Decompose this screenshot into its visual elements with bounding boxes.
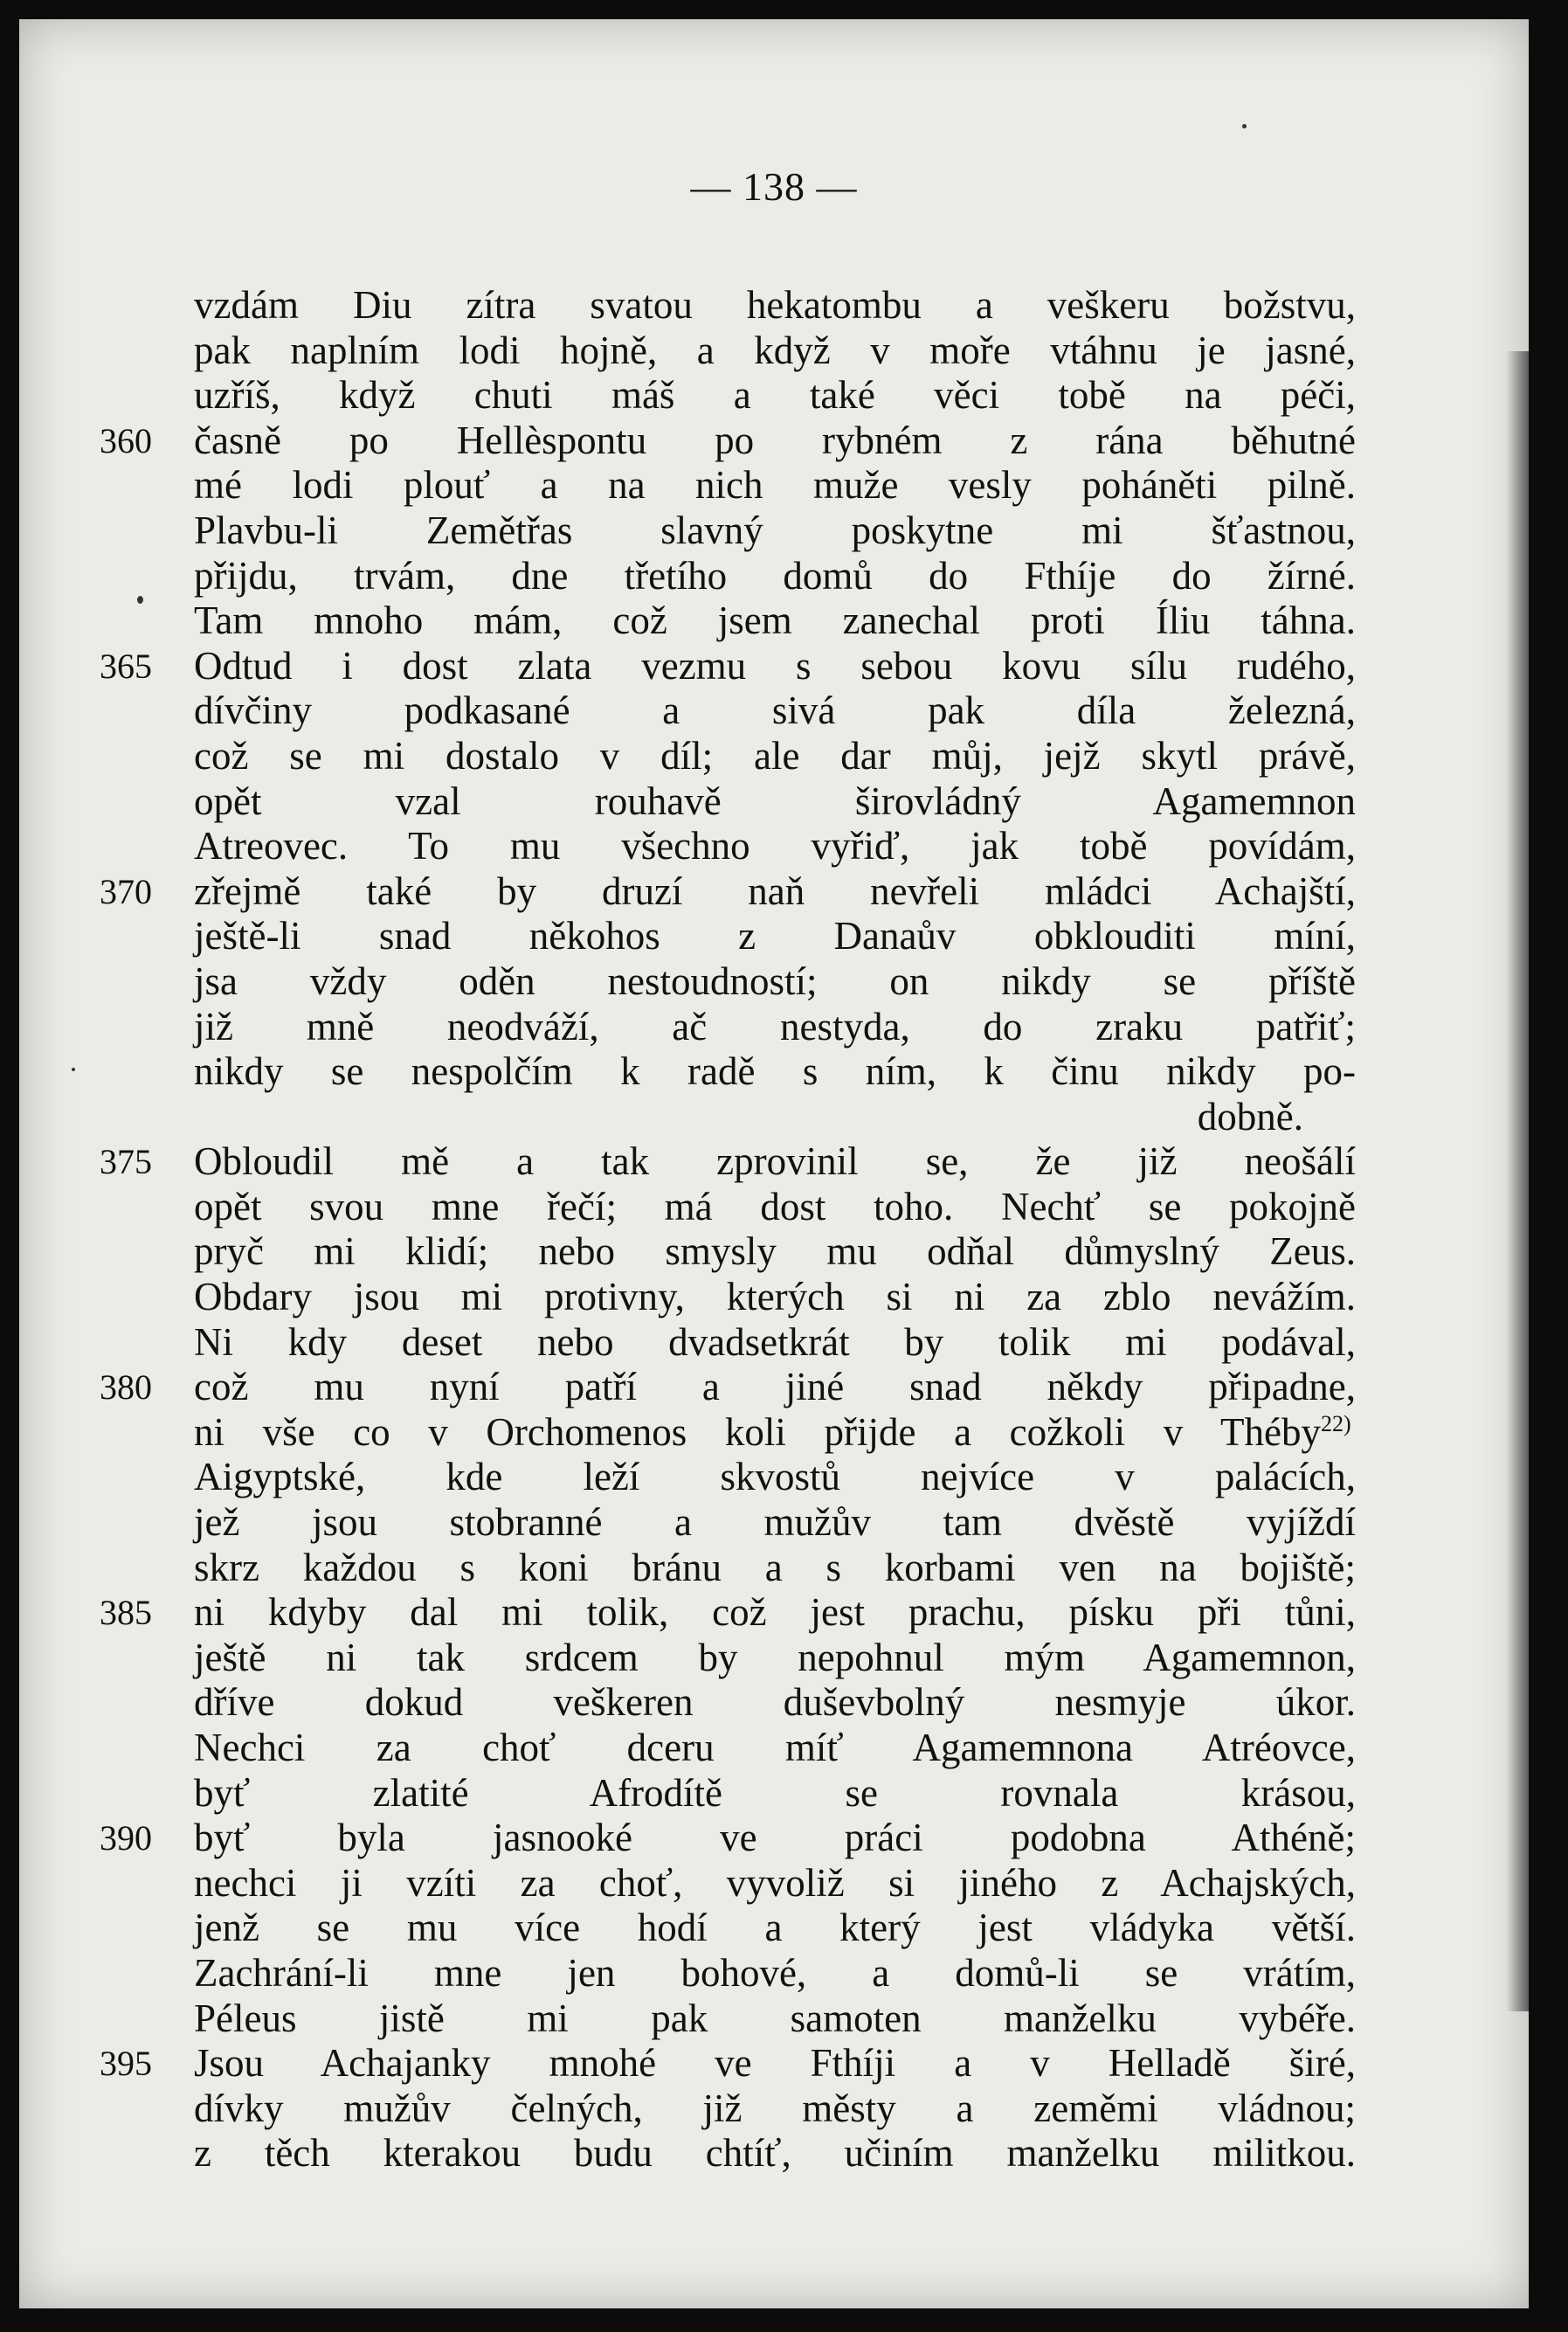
verse-line bbox=[100, 643, 1356, 689]
verse-line bbox=[100, 1365, 1356, 1410]
verse-line bbox=[194, 373, 1356, 419]
verse-text: nechci ji vzíti za choť, vyvoliž si jiného z Achajských, bbox=[194, 1860, 1356, 1905]
footnote-marker: 22) bbox=[1321, 1410, 1351, 1436]
verse-text: pak naplním lodi hojně, a když v moře vtáhnu je jasné, bbox=[194, 328, 1356, 372]
verse-line bbox=[194, 1455, 1356, 1500]
verse-text: ni vše co v Orchomenos koli přijde a cožkoli v Théby bbox=[194, 1409, 1321, 1454]
page-number: — 138 — bbox=[690, 164, 858, 209]
verse-text: byť zlatité Afrodítě se rovnala krásou, bbox=[194, 1770, 1356, 1815]
verse-line bbox=[194, 1320, 1356, 1366]
verse-text: Tam mnoho mám, což jsem zanechal proti Íliu táhna. bbox=[194, 599, 1356, 643]
verse-block bbox=[100, 283, 1356, 2176]
verse-line bbox=[194, 463, 1356, 509]
verse-text: ještě-li snad někohos z Danaův obklouditi míní, bbox=[194, 914, 1356, 958]
verse-text: mé lodi plouť a na nich muže vesly poháněti pilně. bbox=[194, 463, 1356, 508]
verse-number: 370 bbox=[100, 871, 152, 911]
verse-number: 390 bbox=[100, 1818, 152, 1858]
verse-text: již mně neodváží, ač nestyda, do zraku patřiť; bbox=[194, 1004, 1356, 1048]
verse-text: dříve dokud veškeren duševbolný nesmyje úkor. bbox=[194, 1680, 1356, 1725]
verse-text: ještě ni tak srdcem by nepohnul mým Agamemnon, bbox=[194, 1635, 1356, 1679]
verse-line bbox=[194, 1185, 1356, 1230]
verse-line bbox=[100, 1816, 1356, 1861]
verse-line bbox=[194, 824, 1356, 869]
verse-text: Obloudil mě a tak zprovinil se, že již neošálí bbox=[194, 1139, 1356, 1184]
print-speck bbox=[137, 596, 143, 604]
verse-line bbox=[194, 1906, 1356, 1951]
verse-line bbox=[194, 509, 1356, 554]
print-speck bbox=[72, 1068, 75, 1071]
verse-line bbox=[194, 1636, 1356, 1681]
verse-line bbox=[194, 2131, 1356, 2176]
verse-text: uzříš, když chuti máš a také věci tobě na péči, bbox=[194, 373, 1356, 418]
verse-text: zřejmě také by druzí naň nevřeli mládci Achajští, bbox=[194, 868, 1356, 913]
book-page bbox=[19, 19, 1529, 2308]
verse-text: Ni kdy deset nebo dvadsetkrát by tolik mi podával, bbox=[194, 1319, 1356, 1364]
verse-number: 365 bbox=[100, 646, 152, 686]
verse-line bbox=[194, 1680, 1356, 1726]
verse-text: což se mi dostalo v díl; ale dar můj, jejž skytl právě, bbox=[194, 733, 1356, 778]
verse-text: Atreovec. To mu všechno vyřiď, jak tobě povídám, bbox=[194, 824, 1356, 868]
verse-line bbox=[194, 1500, 1356, 1546]
verse-text: Péleus jistě mi pak samoten manželku vybéře. bbox=[194, 1996, 1356, 2040]
verse-text: nikdy se nespolčím k radě s ním, k činu nikdy po- bbox=[194, 1049, 1356, 1094]
verse-line bbox=[194, 329, 1356, 374]
verse-text: opět vzal rouhavě širovládný Agamemnon bbox=[194, 778, 1356, 823]
verse-number: 380 bbox=[100, 1367, 152, 1408]
verse-text: pryč mi klidí; nebo smysly mu odňal důmyslný Zeus. bbox=[194, 1229, 1356, 1274]
verse-text: přijdu, trvám, dne třetího domů do Fthíje do žírné. bbox=[194, 553, 1356, 598]
verse-line bbox=[194, 554, 1356, 599]
verse-text: jež jsou stobranné a mužův tam dvěstě vyjíždí bbox=[194, 1500, 1356, 1545]
verse-text: Jsou Achajanky mnohé ve Fthíji a v Helladě širé, bbox=[194, 2041, 1356, 2086]
verse-line bbox=[194, 1546, 1356, 1591]
verse-text: Odtud i dost zlata vezmu s sebou kovu sílu rudého, bbox=[194, 643, 1356, 688]
verse-text: dívčiny podkasané a sivá pak díla železná, bbox=[194, 689, 1356, 733]
verse-line bbox=[194, 1726, 1356, 1771]
verse-line bbox=[194, 2086, 1356, 2132]
verse-line bbox=[100, 2041, 1356, 2086]
verse-line bbox=[100, 418, 1356, 464]
verse-line bbox=[194, 914, 1356, 959]
verse-text: Plavbu-li Zemětřas slavný poskytne mi šťastnou, bbox=[194, 508, 1356, 552]
verse-text: vzdám Diu zítra svatou hekatombu a veškeru božstvu, bbox=[194, 283, 1356, 327]
verse-text: což mu nyní patří a jiné snad někdy připadne, bbox=[194, 1365, 1356, 1409]
verse-text: časně po Hellèspontu po rybném z rána běhutné bbox=[194, 418, 1356, 462]
verse-line bbox=[194, 1229, 1356, 1275]
verse-text: ni kdyby dal mi tolik, což jest prachu, písku při tůni, bbox=[194, 1590, 1356, 1635]
verse-text: z těch kterakou budu chtíť, učiním manželku militkou. bbox=[194, 2131, 1356, 2176]
verse-line bbox=[194, 1095, 1356, 1140]
verse-line bbox=[194, 1951, 1356, 1996]
verse-text: jsa vždy oděn nestoudností; on nikdy se příště bbox=[194, 958, 1356, 1003]
verse-text: Aigyptské, kde leží skvostů nejvíce v palácích, bbox=[194, 1455, 1356, 1499]
verse-line bbox=[194, 1275, 1356, 1320]
verse-line bbox=[194, 959, 1356, 1005]
verse-line bbox=[194, 1005, 1356, 1050]
verse-line bbox=[194, 1410, 1356, 1456]
verse-text: byť byla jasnooké ve práci podobna Athéně; bbox=[194, 1816, 1356, 1860]
verse-line bbox=[194, 283, 1356, 329]
verse-number: 395 bbox=[100, 2044, 152, 2084]
verse-text: dívky mužův čelných, již městy a zeměmi vládnou; bbox=[194, 2086, 1356, 2130]
verse-line bbox=[194, 1771, 1356, 1816]
verse-text: jenž se mu více hodí a který jest vládyka větší. bbox=[194, 1906, 1356, 1950]
verse-number: 385 bbox=[100, 1593, 152, 1633]
page-edge-shadow bbox=[1506, 351, 1529, 2011]
verse-line bbox=[194, 1861, 1356, 1906]
verse-line bbox=[194, 734, 1356, 779]
print-speck bbox=[1242, 124, 1247, 128]
verse-text: Nechci za choť dceru míť Agamemnona Atréovce, bbox=[194, 1726, 1356, 1769]
verse-line bbox=[194, 779, 1356, 825]
verse-line bbox=[100, 1590, 1356, 1636]
verse-line bbox=[100, 868, 1356, 915]
verse-text: Zachrání-li mne jen bohové, a domů-li se vrátím, bbox=[194, 1950, 1356, 1995]
verse-number: 375 bbox=[100, 1142, 152, 1182]
verse-line bbox=[194, 1049, 1356, 1095]
verse-line bbox=[194, 689, 1356, 734]
verse-line bbox=[194, 599, 1356, 644]
verse-text: dobně. bbox=[1197, 1094, 1303, 1138]
verse-text: Obdary jsou mi protivny, kterých si ni za zblo nevážím. bbox=[194, 1275, 1356, 1319]
verse-number: 360 bbox=[100, 420, 152, 460]
verse-line bbox=[100, 1139, 1356, 1185]
verse-text: skrz každou s koni bránu a s korbami ven na bojiště; bbox=[194, 1545, 1356, 1589]
verse-text: opět svou mne řečí; má dost toho. Nechť se pokojně bbox=[194, 1184, 1356, 1228]
verse-line bbox=[194, 1996, 1356, 2042]
